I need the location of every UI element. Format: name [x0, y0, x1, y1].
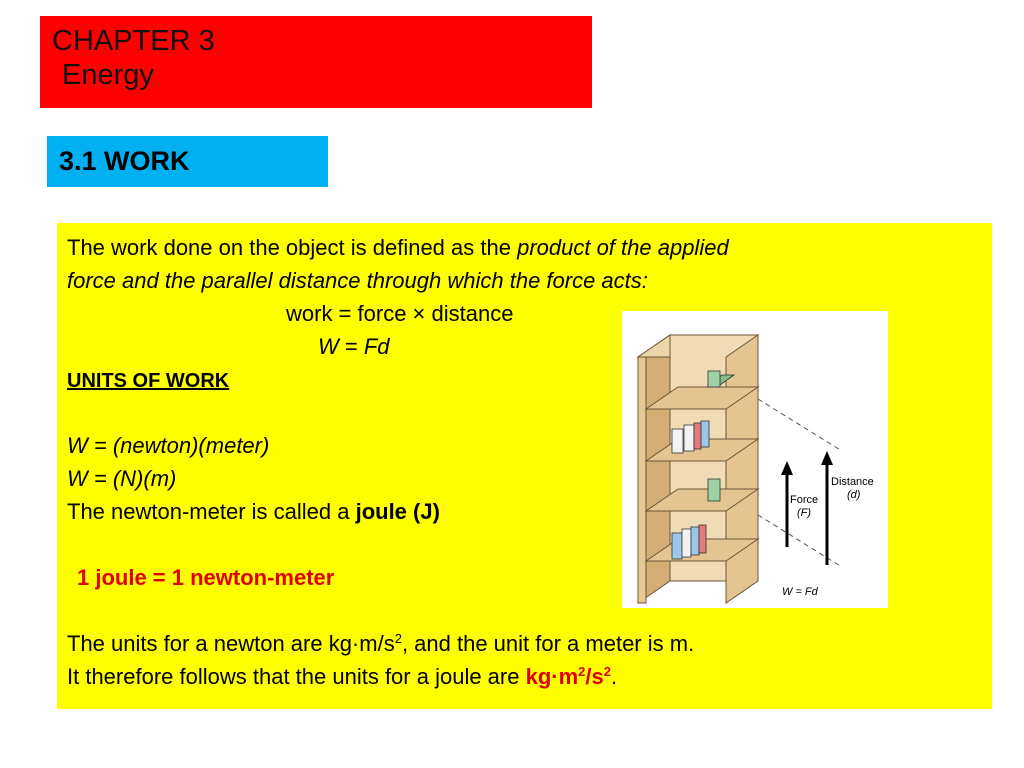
newton-units-a: The units for a newton are kg·m/s — [67, 631, 395, 656]
units-w-1: W — [67, 433, 88, 458]
joule-units-a: kg·m — [525, 664, 579, 689]
joule-units-sup-2: 2 — [603, 664, 611, 679]
joule-term: joule (J) — [355, 499, 440, 524]
book-white — [672, 429, 683, 453]
force-arrow-head — [781, 461, 793, 475]
newton-units-sup: 2 — [394, 631, 402, 646]
book-white — [684, 425, 694, 451]
joule-units-line — [67, 660, 982, 693]
bookcase-diagram — [622, 311, 888, 608]
units-expression-2: = (N)(m) — [87, 466, 177, 491]
book-blue — [701, 421, 709, 447]
distance-guide-bottom — [758, 515, 842, 567]
chapter-title: CHAPTER 3 — [52, 25, 215, 57]
bookcase-front-left — [638, 357, 646, 603]
figure-caption: W = Fd — [782, 586, 818, 598]
definition-text: The work done on the object is defined as the — [67, 235, 518, 260]
chapter-subtitle: Energy — [62, 59, 154, 91]
definition-line-2 — [67, 264, 982, 297]
units-heading: UNITS OF WORK — [67, 370, 230, 392]
newton-units-line — [67, 627, 982, 660]
book-green — [708, 479, 720, 501]
force-symbol: (F) — [797, 507, 812, 519]
symbol-w: W — [318, 334, 339, 359]
symbol-fd: Fd — [363, 334, 390, 359]
book-blue — [691, 527, 699, 555]
equation-words: work = force × distance — [286, 301, 514, 326]
distance-label: Distance — [831, 476, 874, 488]
definition-emphasis-2: force and the parallel distance through which the force acts: — [67, 268, 648, 293]
joule-units-b: /s — [585, 664, 604, 689]
book-white — [682, 529, 691, 557]
definition-emphasis-1: product of the applied — [517, 235, 729, 260]
section-heading-box — [47, 136, 328, 187]
units-w-2: W — [67, 466, 88, 491]
distance-guide-top — [758, 399, 842, 451]
equals-sign: = — [338, 334, 364, 359]
distance-arrow-head — [821, 451, 833, 465]
chapter-title-box — [40, 16, 592, 108]
joule-units-period: . — [610, 664, 618, 689]
joule-definition: 1 joule = 1 newton-meter — [77, 565, 335, 590]
book-red — [699, 525, 706, 553]
book-green — [708, 371, 720, 387]
force-label: Force — [790, 494, 819, 506]
distance-symbol: (d) — [847, 489, 861, 501]
joule-units-sup-1: 2 — [578, 664, 586, 679]
joule-text: The newton-meter is called a — [67, 499, 356, 524]
bookcase-illustration — [622, 311, 888, 608]
book-blue — [672, 533, 682, 559]
joule-units-text: It therefore follows that the units for a joule are — [67, 664, 526, 689]
book-red — [694, 423, 701, 449]
units-expression-1: = (newton)(meter) — [87, 433, 270, 458]
newton-units-b: , and the unit for a meter is m. — [401, 631, 695, 656]
section-heading: 3.1 WORK — [59, 146, 190, 176]
definition-line-1 — [67, 231, 982, 264]
